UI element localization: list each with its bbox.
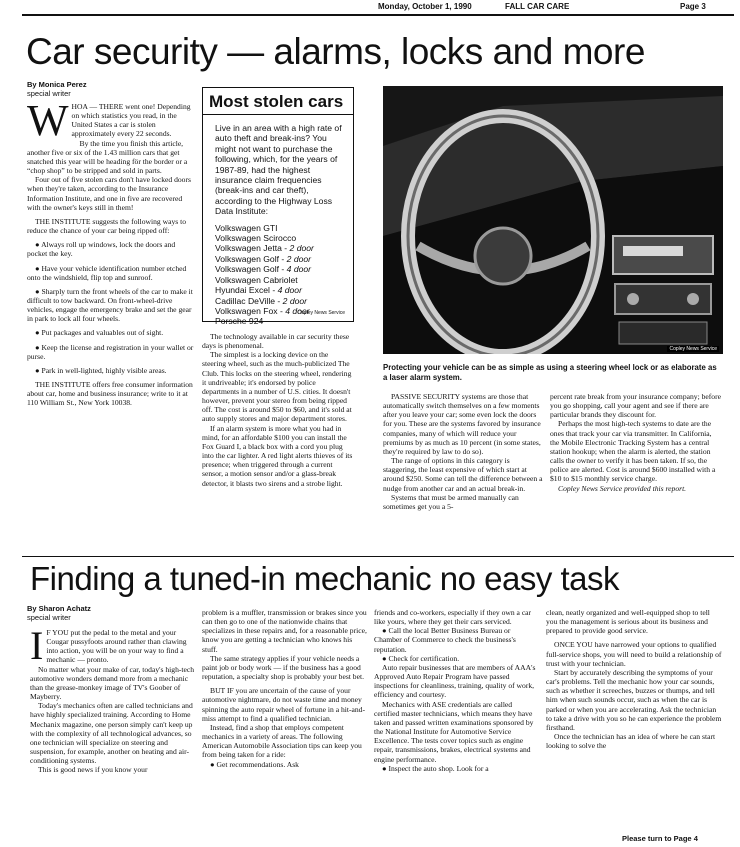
story2-byline [27, 604, 91, 622]
paragraph: friends and co-workers, especially if they own a car like yours, where they get their cars serviced. [374, 608, 532, 627]
drop-cap-i: I [30, 623, 44, 668]
sidebar-title: Most stolen cars [203, 88, 353, 115]
paragraph: If an alarm system is more what you had in mind, for an affordable $100 you can install the Fox Guard I, a black box with a cord you plug into the car lighter. A red light alerts thieves of its presence; when triggered through a current sensor, a motion sensor and/or a glass-break detector, it blasts two sirens and a strobe light. [202, 423, 353, 488]
paragraph: Copley News Service provided this report. [558, 483, 687, 493]
list-item: ● Inspect the auto shop. Look for a [382, 763, 489, 773]
paragraph: The range of options in this category is staggering, the least expensive of which start at around $250. Some can tell the difference between a nudge from another car and an actual break-in. [383, 456, 543, 493]
section-divider [22, 556, 734, 557]
list-item: Porsche 924 [215, 316, 264, 327]
story2-author: By Sharon Achatz [27, 604, 91, 613]
sidebar-credit: Copley News Service [297, 310, 345, 316]
photo-credit: Copley News Service [669, 346, 717, 352]
paragraph: ONCE YOU have narrowed your options to qualified full-service shops, you will need to build a relationship of trust with your technician. [546, 640, 722, 668]
story2-column-1 [30, 623, 195, 775]
paragraph: The simplest is a locking device on the steering wheel, such as the much-publicized The Club. This locks on the steering wheel, rendering it undriveable; it's endorsed by police departments in a number of U.S. cities. It doesn't however, prevent your stereo from being ripped off. The cost is around $50 to $60, and it's sold at auto supply stores and major department stores. [202, 350, 352, 424]
story1-column-1 [27, 96, 197, 408]
list-item: Volkswagen GTI [215, 222, 278, 233]
paragraph: Today's mechanics often are called technicians and have highly specialized training. According to Home Mechanix magazine, one person simply can't keep up with the complexity of all technological advances, so one technician will specialize on steering and suspension, for example, another on heating and air-conditioning systems. [30, 701, 193, 766]
most-stolen-cars-box [202, 87, 354, 327]
paragraph: No matter what your make of car, today's high-tech automotive wonders demand more from a mechanic than the grease-monkey image of TV's Goober of Mayberry. [30, 664, 195, 702]
story1-author: By Monica Perez [27, 80, 87, 89]
list-item: ● Keep the license and registration in your wallet or purse. [27, 342, 194, 361]
paragraph: percent rate break from your insurance company; before you go shopping, call your agent and see if there are particular brands they discount for. [550, 392, 721, 420]
list-item: ● Put packages and valuables out of sight. [35, 328, 164, 338]
story1-column-2 [202, 332, 354, 488]
story1-role: special writer [27, 89, 71, 98]
section-name: FALL CAR CARE [505, 2, 570, 11]
list-item: Volkswagen Jetta - 2 door [215, 243, 314, 254]
sidebar-intro: Live in an area with a high rate of auto theft and break-ins? You might not want to purchase the following, which, for the years of 1987-89, had the highest insurance claim frequencies (break-ins and car theft), according to the Highway Loss Data Institute: [215, 123, 342, 217]
page-number: Page 3 [680, 2, 706, 11]
story1-headline: Car security — alarms, locks and more [26, 31, 645, 72]
paragraph: Auto repair businesses that are members of AAA's Approved Auto Repair Program have passed inspections for cleanliness, training, quality of work, efficiency and courtesy. [374, 662, 536, 700]
paragraph: HOA — THERE went one! Depending on which statistics you read, in the United States a car is stolen approximately every 22 seconds. [71, 102, 191, 139]
steering-wheel-photo [383, 86, 723, 354]
paragraph: THE INSTITUTE suggests the following ways to reduce the chance of your car being ripped off: [27, 216, 187, 236]
paragraph: Mechanics with ASE credentials are called certified master technicians, which means they have taken and passed written examinations sponsored by the National Institute for Automotive Service Excellence. The tests cover topics such as engine repair, transmissions, brakes, electrical systems and engine performance. [374, 699, 534, 764]
story2-headline: Finding a tuned-in mechanic no easy task [30, 560, 620, 597]
story2-column-2 [202, 608, 368, 769]
list-item: Cadillac DeVille - 2 door [215, 295, 308, 306]
photo-caption: Protecting your vehicle can be as simple as using a steering wheel lock or as elaborate as a laser alarm system. [383, 363, 717, 382]
list-item: ● Check for certification. [382, 653, 460, 663]
issue-date: Monday, October 1, 1990 [378, 2, 472, 11]
story1-column-3 [383, 392, 543, 511]
list-item: ● Park in well-lighted, highly visible areas. [35, 365, 167, 375]
list-item: Volkswagen Fox - 4 door [215, 305, 310, 316]
list-item: Volkswagen Golf - 2 door [215, 253, 312, 264]
paragraph: BUT IF you are uncertain of the cause of your automotive nightmare, do not waste time and money spinning the auto repair wheel of fortune in a hit-and-miss attempt to find a qualified technician. [202, 686, 366, 723]
story2-column-3 [374, 608, 538, 773]
list-item: Hyundai Excel - 4 door [215, 285, 302, 296]
paragraph: Once the technician has an idea of where he can start looking to solve the [546, 732, 716, 751]
paragraph: Perhaps the most high-tech systems to date are the ones that track your car via transmitter. In California, the Mobile Electronic Tracking System has a central station hookup; when the alarm is alerted, the station calls the owner to verify it has been taken. If so, the police are alerted. Cost is around $600 installed with a $10 to $15 monthly service charge. [550, 419, 716, 484]
paragraph: Instead, find a shop that employs competent mechanics in a variety of areas. The following American Automobile Association tips can keep you from being taken for a ride: [202, 722, 362, 760]
paragraph: Start by accurately describing the symptoms of your car's problems. Tell the mechanic how your car sounds, such as whether it screeches, buzzes or thumps, and tell him when such sounds occur, such as when the car is parked or when you are accelerating. Ask the technician to take a drive with you so he can experience the problem firsthand. [546, 667, 722, 732]
paragraph: Systems that must be armed manually can sometimes get you a 5- [383, 492, 519, 511]
paragraph: F YOU put the pedal to the metal and your Cougar pussyfoots around rather than clawing into action, you will be on your way to find a mechanic — pronto. [46, 628, 187, 665]
paragraph: The technology available in car security these days is phenomenal. [202, 332, 350, 351]
list-item: Volkswagen Cabriolet [215, 274, 298, 285]
list-item: Volkswagen Scirocco [215, 233, 297, 244]
paragraph: clean, neatly organized and well-equipped shop to tell you the management is serious about its business and prepared to provide good service. [546, 608, 710, 636]
story1-column-4 [550, 392, 722, 493]
story2-column-4 [546, 608, 722, 750]
steering-wheel-illustration [383, 86, 723, 354]
list-item: ● Always roll up windows, lock the doors and pocket the key. [27, 240, 176, 259]
story2-role: special writer [27, 613, 71, 622]
list-item: ● Get recommendations. Ask [210, 759, 299, 769]
paragraph: PASSIVE SECURITY systems are those that automatically switch themselves on a few moments after you leave your car; some even lock the doors for you. These are the systems favored by insurance companies, many of which will reduce your premiums by as much as 10 percent (in some states, they're required by law to do so). [383, 392, 541, 456]
list-item: ● Sharply turn the front wheels of the car to make it difficult to tow backward. On front-wheel-drive vehicles, engage the emergency brake and set the gear in park to lock all four wheels. [27, 286, 193, 324]
paragraph: Four out of five stolen cars don't have locked doors when they're taken, according to the Insurance Information Institute, and one in five are recovered with the owner's keys still in them! [27, 175, 191, 212]
paragraph: The same strategy applies if your vehicle needs a paint job or body work — if the business has a good reputation, a specialty shop is probably your best bet. [202, 653, 364, 682]
paragraph: THE INSTITUTE offers free consumer information about car, home and business insurance; write to it at 110 William St., New York 10038. [27, 380, 193, 408]
list-item: ● Call the local Better Business Bureau or Chamber of Commerce to check the business's reputation. [374, 626, 516, 654]
paragraph: This is good news if you know your [38, 765, 148, 775]
paragraph: By the time you finish this article, another five or six of the 1.43 million cars that get snatched this year will be heading för the border or a “chop shop” to be stripped and sold in parts. [27, 138, 188, 176]
jump-line: Please turn to Page 4 [622, 834, 698, 843]
list-item: ● Have your vehicle identification number etched onto the windshield, flip top and sunroof. [27, 263, 187, 282]
drop-cap-w: W [27, 96, 69, 145]
header-rule [22, 14, 734, 16]
list-item: Volkswagen Golf - 4 door [215, 264, 312, 275]
paragraph: problem is a muffler, transmission or brakes since you can then go to one of the nationwide chains that specializes in these repairs and, for a reasonable price, know you are getting a technician who knows his stuff. [202, 608, 367, 654]
